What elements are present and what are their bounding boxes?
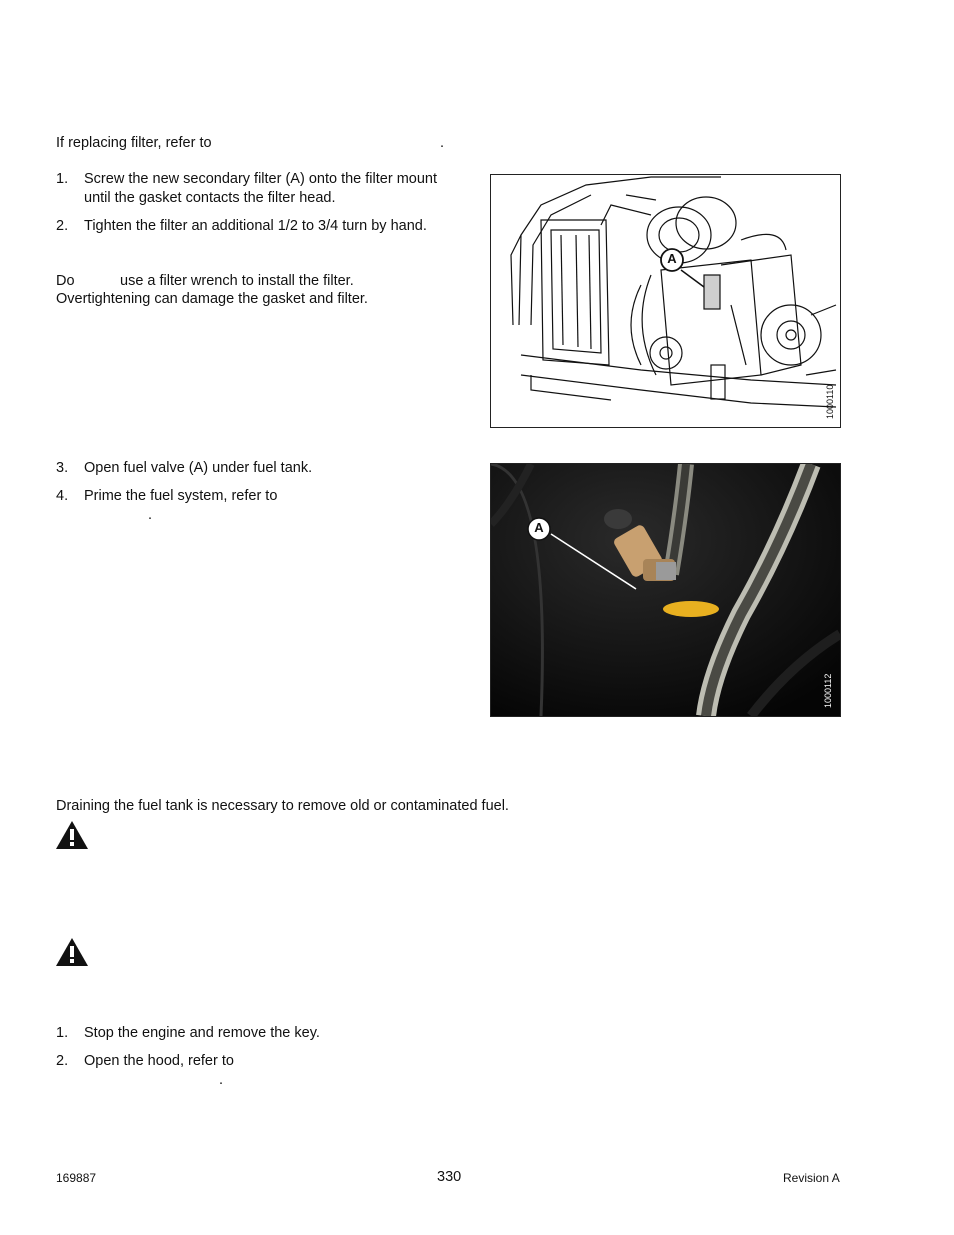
notice-text: Overtightening can damage the gasket and filter. [56, 291, 368, 307]
warning-icon [55, 820, 89, 850]
engine-illustration [491, 175, 840, 427]
step-text: Prime the fuel system, refer to [84, 488, 278, 504]
step-text: Open fuel valve (A) under fuel tank. [84, 460, 313, 476]
step-text: until the gasket contacts the filter head. [84, 190, 336, 206]
step-number: 1. [56, 1025, 69, 1041]
page-number: 330 [437, 1169, 462, 1185]
figure1-callout-label: A [667, 251, 677, 266]
notice-text: use a filter wrench to install the filter. [120, 273, 354, 289]
step-text: Open the hood, refer to [84, 1053, 234, 1069]
callout-leader-line [681, 270, 704, 287]
engine-filter-figure [490, 174, 841, 428]
step-number: 2. [56, 1053, 69, 1069]
intro-trailing-period: . [440, 135, 445, 151]
fuel-valve-photo [490, 463, 841, 717]
fuel-valve-image [491, 464, 840, 716]
notice-word: Do [56, 273, 75, 289]
draining-text: Draining the fuel tank is necessary to remove old or contaminated fuel. [56, 798, 509, 814]
step-text: Screw the new secondary filter (A) onto the filter mount [84, 171, 437, 187]
step-text: Stop the engine and remove the key. [84, 1025, 320, 1041]
step-number: 1. [56, 171, 69, 187]
figure1-id: 1000110 [825, 384, 835, 419]
step-number: 2. [56, 218, 69, 234]
step-number: 4. [56, 488, 69, 504]
intro-text: If replacing filter, refer to [56, 135, 212, 151]
warning-icon [55, 937, 89, 967]
step-trailing-period: . [219, 1072, 224, 1088]
figure2-callout-label: A [534, 520, 544, 535]
figure2-id: 1000112 [823, 673, 833, 708]
step-trailing-period: . [148, 507, 153, 523]
step-text: Tighten the filter an additional 1/2 to 3/4 turn by hand. [84, 218, 427, 234]
footer-doc-number: 169887 [56, 1171, 97, 1185]
footer-revision: Revision A [783, 1171, 840, 1185]
step-number: 3. [56, 460, 69, 476]
